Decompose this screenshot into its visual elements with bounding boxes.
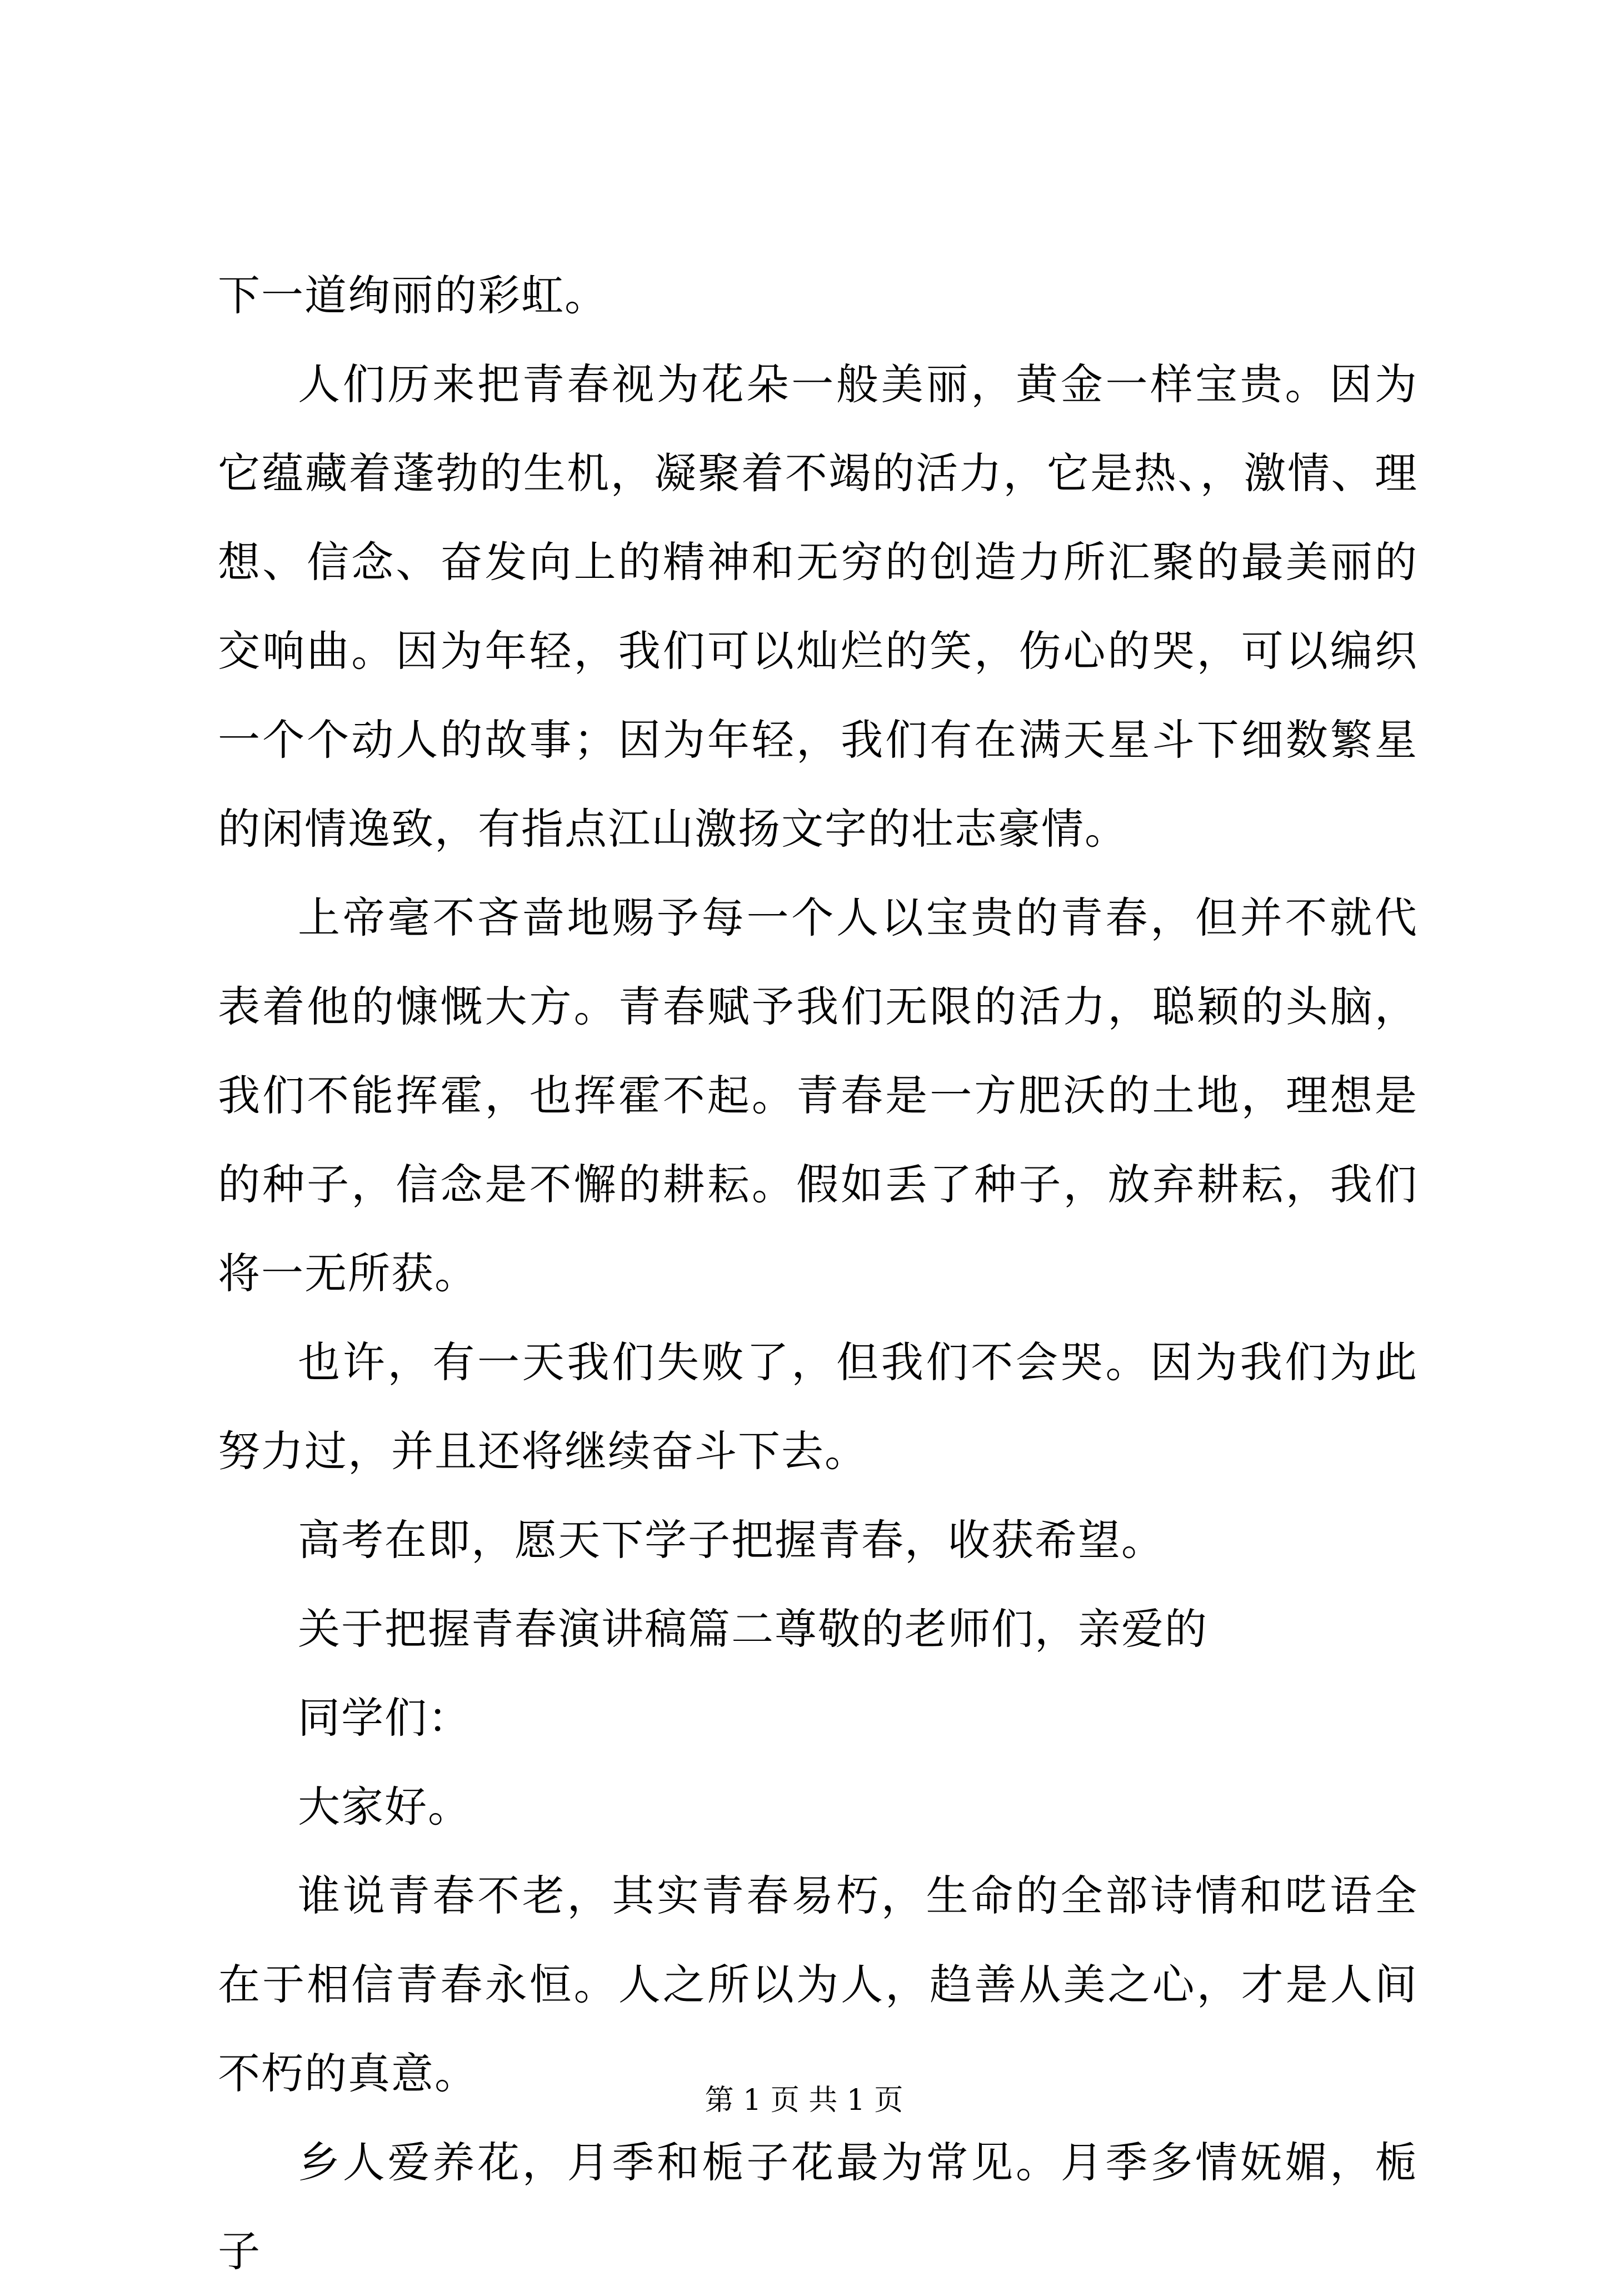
salutation: 同学们： <box>298 1693 471 1743</box>
paragraph: 人们历来把青春视为花朵一般美丽，黄金一样宝贵。因为它蕴藏着蓬勃的生机，凝聚着不竭的活力，它是热、，激情、理想、信念、奋发向上的精神和无穷的创造力所汇聚的最美丽的交响曲。因为年轻，我们可以灿烂的笑，伤心的哭，可以编织一个个动人的故事；因为年轻，我们有在满天星斗下细数繁星的闲情逸致，有指点江山激扬文字的壮志豪情。 <box>218 360 1418 853</box>
page-footer <box>0 2081 1608 2120</box>
paragraph-continuation: 下一道绚丽的彩虹。 <box>218 271 608 320</box>
body-text <box>218 251 1418 2296</box>
paragraph: 谁说青春不老，其实青春易朽，生命的全部诗情和呓语全在于相信青春永恒。人之所以为人，趋善从美之心，才是人间不朽的真意。 <box>218 1871 1418 2098</box>
page-number: 第 1 页 共 1 页 <box>705 2084 903 2117</box>
paragraph: 也许，有一天我们失败了，但我们不会哭。因为我们为此努力过，并且还将继续奋斗下去。 <box>218 1337 1418 1476</box>
paragraph: 乡人爱养花，月季和栀子花最为常见。月季多情妩媚，栀子 <box>218 2138 1418 2276</box>
paragraph: 高考在即，愿天下学子把握青春，收获希望。 <box>298 1515 1165 1565</box>
greeting: 大家好。 <box>298 1782 471 1831</box>
paragraph: 上帝毫不吝啬地赐予每一个人以宝贵的青春，但并不就代表着他的慷慨大方。青春赋予我们无限的活力，聪颖的头脑，我们不能挥霍，也挥霍不起。青春是一方肥沃的土地，理想是的种子，信念是不懈的耕耘。假如丢了种子，放弃耕耘，我们将一无所获。 <box>218 893 1418 1298</box>
section-heading: 关于把握青春演讲稿篇二尊敬的老师们，亲爱的 <box>298 1604 1208 1654</box>
